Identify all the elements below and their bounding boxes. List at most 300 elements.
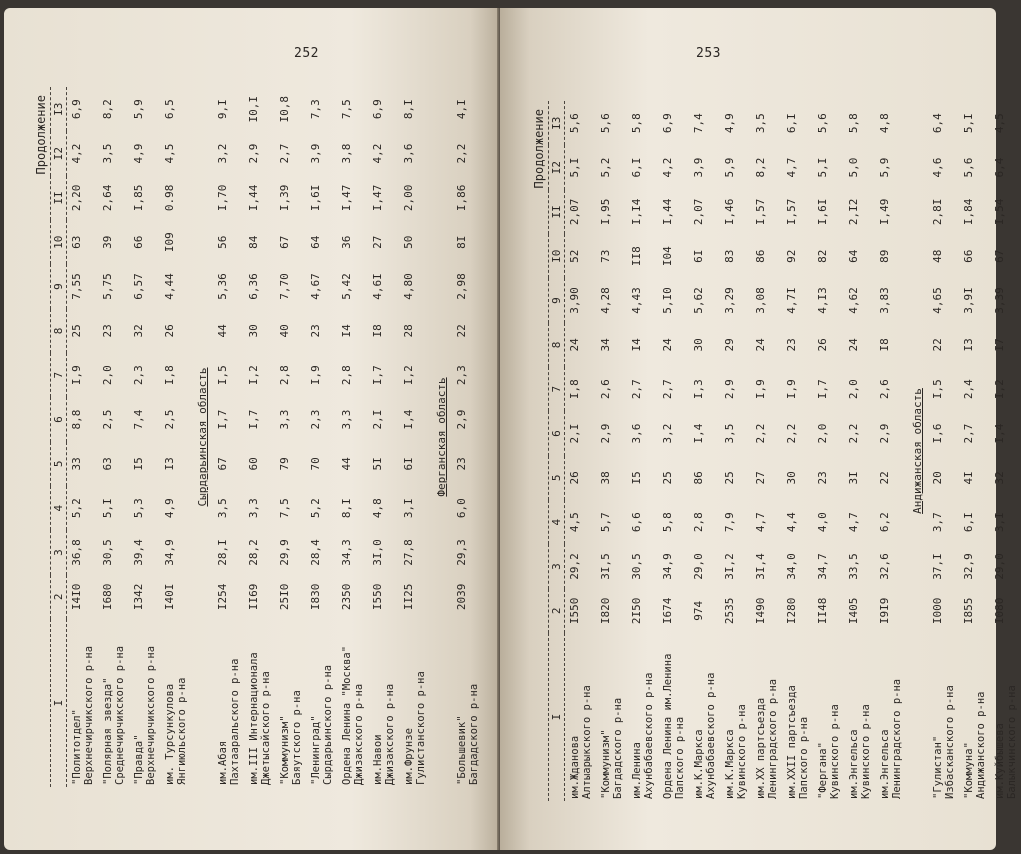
column-header: II: [51, 176, 67, 220]
value-cell: I,5: [931, 379, 944, 400]
value-cell: I,9: [754, 379, 767, 400]
row-name-line: им.Куйбышева: [994, 723, 1006, 799]
value-cell: 3I,0: [371, 539, 384, 566]
value-cell: 5,6: [962, 157, 975, 178]
value-cell: 2,8: [278, 365, 291, 386]
value-cell: 3,6: [630, 423, 643, 444]
value-cell: 6I: [402, 457, 415, 471]
row-name-line: им. Турсункулова: [164, 683, 176, 785]
value-cell: 66: [132, 235, 145, 249]
row-name-line: им.Жданова: [569, 735, 581, 799]
section-cell: [191, 87, 213, 787]
value-cell: 2,7: [630, 379, 643, 400]
value-cell: 3,5: [754, 113, 767, 134]
column-header: 6: [51, 397, 67, 441]
value-cell: 4,28: [599, 287, 612, 314]
value-cell: 52: [568, 249, 581, 263]
row-name-line: "Коммуна": [963, 742, 975, 799]
value-cell: 27: [754, 471, 767, 485]
value-cell: 2,07: [568, 198, 581, 226]
value-cell: 22: [455, 324, 468, 338]
value-cell: 29,9: [278, 539, 291, 566]
column-header: I0: [549, 234, 565, 278]
value-cell: I,7: [247, 409, 260, 430]
table-row: [720, 101, 751, 801]
value-cell: 6,6: [630, 512, 643, 533]
right-table-body: [565, 101, 1021, 801]
value-cell: 73: [599, 249, 612, 263]
value-cell: 7,5: [278, 498, 291, 519]
value-cell: 3,5: [101, 143, 114, 164]
column-header: 10: [51, 220, 67, 264]
value-cell: 2,4: [962, 379, 975, 400]
value-cell: 3I: [847, 471, 860, 485]
column-header: I3: [51, 87, 67, 131]
row-name-line: Ахунбабаевского р-на: [643, 672, 655, 799]
value-cell: 2,6: [878, 379, 891, 400]
section-row: [191, 87, 213, 787]
row-name-cell: [782, 633, 813, 801]
value-cell: 2,2: [847, 423, 860, 444]
value-cell: 4,2: [70, 143, 83, 164]
value-cell: I,86: [455, 184, 468, 212]
column-header: II: [549, 190, 565, 234]
value-cell: 30: [692, 338, 705, 352]
value-cell: 6,5: [163, 99, 176, 120]
table-row: [67, 87, 99, 787]
value-cell: 5,9: [723, 157, 736, 178]
value-cell: I4I0: [70, 583, 83, 611]
column-header: I3: [549, 101, 565, 145]
value-cell: I674: [661, 597, 674, 625]
row-name-cell: [306, 619, 337, 787]
value-cell: 8,2: [101, 99, 114, 120]
value-cell: 39: [101, 235, 114, 249]
value-cell: 6,36: [247, 273, 260, 300]
row-name-line: Папского р-на: [798, 716, 810, 799]
column-header: 7: [549, 367, 565, 411]
value-cell: 3,5: [216, 498, 229, 519]
row-name-line: им.III Интернационала: [248, 652, 260, 785]
table-row: [990, 101, 1021, 801]
table-row: [627, 101, 658, 801]
value-cell: 2039: [455, 583, 468, 611]
row-name-cell: [368, 619, 399, 787]
value-cell: I280: [785, 597, 798, 625]
value-cell: I3: [962, 338, 975, 352]
value-cell: 48: [931, 249, 944, 263]
value-cell: 3I,2: [723, 553, 736, 580]
row-name-line: Багдадского р-на: [468, 683, 480, 785]
value-cell: 2,6: [599, 379, 612, 400]
value-cell: I40I: [163, 583, 176, 611]
value-cell: 44: [340, 457, 353, 471]
value-cell: 66: [962, 249, 975, 263]
value-cell: 5,36: [216, 273, 229, 300]
value-cell: 5,I0: [661, 287, 674, 314]
left-table-header: [51, 87, 67, 787]
value-cell: I0,I: [247, 95, 260, 123]
table-row: [306, 87, 337, 787]
value-cell: 34,9: [661, 553, 674, 580]
row-name-cell: [213, 619, 244, 787]
row-name-line: "Ленинград": [310, 715, 322, 785]
column-header: 4: [51, 486, 67, 530]
value-cell: I,49: [878, 198, 891, 226]
value-cell: 4,8: [371, 498, 384, 519]
table-row: [275, 87, 306, 787]
value-cell: I,2: [247, 365, 260, 386]
value-cell: 3,3: [340, 409, 353, 430]
value-cell: 6I: [692, 249, 705, 263]
value-cell: 2,8I: [931, 198, 944, 226]
column-header: I: [549, 633, 565, 801]
value-cell: 2,I2: [847, 198, 860, 226]
value-cell: 4,2: [371, 143, 384, 164]
value-cell: I342: [132, 583, 145, 611]
row-name-cell: [658, 633, 689, 801]
value-cell: 8I: [455, 235, 468, 249]
column-header: 2: [549, 589, 565, 633]
column-header: I2: [549, 145, 565, 189]
table-row: [452, 87, 483, 787]
column-header: 5: [549, 456, 565, 500]
value-cell: 2,20: [70, 184, 83, 212]
value-cell: I550: [568, 597, 581, 625]
value-cell: 2,8: [340, 365, 353, 386]
value-cell: 8,2: [754, 157, 767, 178]
value-cell: II8: [630, 246, 643, 267]
row-name-line: Гулистанского р-на: [415, 671, 427, 785]
value-cell: 24: [661, 338, 674, 352]
value-cell: 8,8: [70, 409, 83, 430]
row-name-line: им.К.Маркса: [693, 729, 705, 799]
value-cell: I820: [599, 597, 612, 625]
value-cell: 3,5: [723, 423, 736, 444]
value-cell: I,7: [371, 365, 384, 386]
value-cell: 5,3: [132, 498, 145, 519]
value-cell: 5,2: [599, 157, 612, 178]
value-cell: 4,7: [754, 512, 767, 533]
column-header: 3: [51, 530, 67, 574]
value-cell: 2,3: [309, 409, 322, 430]
value-cell: 5,9: [132, 99, 145, 120]
value-cell: 5,42: [340, 273, 353, 300]
value-cell: I09: [163, 232, 176, 253]
value-cell: 4,8: [878, 113, 891, 134]
value-cell: 30,5: [630, 553, 643, 580]
value-cell: 27,8: [402, 539, 415, 566]
value-cell: 8,I: [340, 498, 353, 519]
row-name-cell: [627, 633, 658, 801]
value-cell: I,54: [993, 198, 1006, 226]
value-cell: 5,6: [599, 113, 612, 134]
value-cell: I,7: [216, 409, 229, 430]
column-header: 5: [51, 442, 67, 486]
value-cell: 3I,5: [599, 553, 612, 580]
value-cell: 3,9: [692, 157, 705, 178]
value-cell: I,47: [340, 184, 353, 212]
row-name-line: Джизакского р-на: [353, 683, 365, 785]
left-table-rotated: [34, 87, 480, 787]
value-cell: I,2: [402, 365, 415, 386]
value-cell: I04: [661, 246, 674, 267]
row-name-line: Пахтааральского р-на: [229, 658, 241, 785]
row-name-line: Кувинского р-на: [736, 704, 748, 799]
value-cell: 24: [568, 338, 581, 352]
row-name-cell: [689, 633, 720, 801]
value-cell: 2,00: [402, 184, 415, 212]
value-cell: 6,4: [931, 113, 944, 134]
page-number-right: 253: [696, 46, 721, 61]
value-cell: I,3: [692, 379, 705, 400]
value-cell: 7,5: [340, 99, 353, 120]
value-cell: 5,8: [661, 512, 674, 533]
value-cell: I,4: [692, 423, 705, 444]
value-cell: 20: [931, 471, 944, 485]
value-cell: 2,2: [754, 423, 767, 444]
value-cell: II25: [402, 583, 415, 611]
table-row: [844, 101, 875, 801]
row-name-line: Джетысайского р-на: [260, 671, 272, 785]
value-cell: 5,8: [630, 113, 643, 134]
row-name-cell: [813, 633, 844, 801]
value-cell: 5,2: [309, 498, 322, 519]
table-row: [244, 87, 275, 787]
value-cell: 3,83: [878, 287, 891, 314]
row-name-line: Ордена Ленина им.Ленина: [662, 653, 674, 799]
value-cell: 4,9: [132, 143, 145, 164]
value-cell: 39,4: [132, 539, 145, 566]
table-row: [368, 87, 399, 787]
value-cell: 6,4: [993, 157, 1006, 178]
value-cell: 29,0: [993, 553, 1006, 580]
row-name-line: им.XXII партсъезда: [786, 685, 798, 799]
value-cell: 7,4: [692, 113, 705, 134]
value-cell: 7,4: [132, 409, 145, 430]
row-name-cell: [67, 619, 99, 787]
value-cell: I5: [132, 457, 145, 471]
value-cell: 6,I: [785, 113, 798, 134]
page-number-left: 252: [294, 46, 319, 61]
value-cell: 44: [216, 324, 229, 338]
value-cell: 3,90: [568, 287, 581, 314]
value-cell: 2,64: [101, 184, 114, 212]
column-header: 7: [51, 353, 67, 397]
value-cell: 3,39: [993, 287, 1006, 314]
table-row: [875, 101, 906, 801]
value-cell: 37,I: [931, 553, 944, 580]
value-cell: 4,5: [163, 143, 176, 164]
row-name-cell: [596, 633, 627, 801]
value-cell: 25: [723, 471, 736, 485]
table-row: [98, 87, 129, 787]
column-header: 9: [51, 264, 67, 308]
left-table: [50, 87, 483, 787]
value-cell: 23: [816, 471, 829, 485]
value-cell: 28,2: [247, 539, 260, 566]
row-name-line: Ахунбабаевского р-на: [705, 672, 717, 799]
table-row: [596, 101, 627, 801]
value-cell: 4,62: [847, 287, 860, 314]
value-cell: 60: [247, 457, 260, 471]
value-cell: 5,62: [692, 287, 705, 314]
value-cell: II69: [247, 583, 260, 611]
value-cell: 25I0: [278, 583, 291, 611]
table-row: [751, 101, 782, 801]
value-cell: 2I50: [630, 597, 643, 625]
value-cell: 4I: [962, 471, 975, 485]
value-cell: I,8: [568, 379, 581, 400]
value-cell: 84: [247, 235, 260, 249]
value-cell: I,7: [816, 379, 829, 400]
value-cell: I254: [216, 583, 229, 611]
value-cell: 32: [132, 324, 145, 338]
value-cell: 2,9: [247, 143, 260, 164]
row-name-line: им.К.Маркса: [724, 729, 736, 799]
row-name-cell: [98, 619, 129, 787]
value-cell: 2,3: [455, 365, 468, 386]
value-cell: 56: [216, 235, 229, 249]
value-cell: 2,7: [661, 379, 674, 400]
value-cell: 70: [309, 457, 322, 471]
value-cell: I490: [754, 597, 767, 625]
value-cell: I,6: [931, 423, 944, 444]
value-cell: I,44: [247, 184, 260, 212]
row-name-line: им.Энгельса: [879, 729, 891, 799]
value-cell: 36,8: [70, 539, 83, 566]
value-cell: 40: [278, 324, 291, 338]
value-cell: 33,5: [847, 553, 860, 580]
row-name-line: Балыкчинского р-на: [1006, 685, 1018, 799]
value-cell: 63: [70, 235, 83, 249]
value-cell: 5,7: [599, 512, 612, 533]
value-cell: 6,0: [455, 498, 468, 519]
value-cell: 64: [847, 249, 860, 263]
row-name-line: им.Фрунзе: [403, 728, 415, 785]
row-name-line: Багдадского р-на: [612, 697, 624, 799]
row-name-line: Папского р-на: [674, 716, 686, 799]
value-cell: 5,I: [816, 157, 829, 178]
value-cell: 2,3: [132, 365, 145, 386]
row-name-cell: [399, 619, 430, 787]
table-row: [782, 101, 813, 801]
row-name-line: Баяутского р-на: [291, 690, 303, 785]
value-cell: 6,57: [132, 273, 145, 300]
value-cell: 25: [70, 324, 83, 338]
value-cell: 2,98: [455, 273, 468, 300]
section-row: [430, 87, 452, 787]
value-cell: 2,2: [785, 423, 798, 444]
value-cell: 7,9: [723, 512, 736, 533]
value-cell: 3,7: [931, 512, 944, 533]
value-cell: 7,70: [278, 273, 291, 300]
value-cell: 67: [278, 235, 291, 249]
column-header: 9: [549, 278, 565, 322]
value-cell: 3,9: [309, 143, 322, 164]
value-cell: 34,3: [340, 539, 353, 566]
row-name-cell: [244, 619, 275, 787]
value-cell: I,9: [785, 379, 798, 400]
column-header: 3: [549, 544, 565, 588]
section-title: Андижанская область: [911, 388, 924, 514]
value-cell: I,8: [163, 365, 176, 386]
value-cell: 86: [692, 471, 705, 485]
right-table: [548, 101, 1021, 801]
value-cell: 3,29: [723, 287, 736, 314]
value-cell: I405: [847, 597, 860, 625]
value-cell: 4,5: [993, 113, 1006, 134]
value-cell: 6,2: [878, 512, 891, 533]
row-name-line: Кувинского р-на: [860, 704, 872, 799]
row-name-line: им.Навои: [372, 734, 384, 785]
section-title: Сырдарьинская область: [196, 367, 209, 507]
value-cell: 4,80: [402, 273, 415, 300]
row-name-line: им.Абая: [217, 740, 229, 785]
value-cell: 32: [993, 471, 1006, 485]
row-name-line: Среднечирчикского р-на: [114, 645, 126, 785]
value-cell: 2,9: [599, 423, 612, 444]
value-cell: 24: [754, 338, 767, 352]
row-name-line: Верхнечирчикского р-на: [83, 645, 95, 785]
value-cell: 8,I: [402, 99, 415, 120]
value-cell: 2,0: [847, 379, 860, 400]
row-name-line: Янгиюльского р-на: [176, 677, 188, 785]
column-header: 6: [549, 411, 565, 455]
value-cell: 22: [878, 471, 891, 485]
value-cell: 3,8: [340, 143, 353, 164]
value-cell: 26: [816, 338, 829, 352]
value-cell: 34,9: [163, 539, 176, 566]
row-name-cell: [452, 619, 483, 787]
row-name-line: им.Ленина: [631, 742, 643, 799]
continuation-label-right: Продолжение: [532, 109, 546, 189]
value-cell: 5,8: [847, 113, 860, 134]
value-cell: I8: [371, 324, 384, 338]
value-cell: 3I,4: [754, 553, 767, 580]
row-name-line: Ленинградского р-на: [767, 678, 779, 799]
value-cell: 34,7: [816, 553, 829, 580]
value-cell: 5,0: [847, 157, 860, 178]
row-name-line: Алтыарыкского р-на: [581, 685, 593, 799]
value-cell: I,9: [70, 365, 83, 386]
value-cell: 23: [785, 338, 798, 352]
value-cell: II48: [816, 597, 829, 625]
value-cell: 32,9: [962, 553, 975, 580]
row-name-line: Ленинградского р-на: [891, 678, 903, 799]
value-cell: 5,9: [878, 157, 891, 178]
value-cell: I,57: [785, 198, 798, 226]
row-name-line: Андижанского р-на: [975, 691, 987, 799]
value-cell: 9,I: [216, 99, 229, 120]
row-name-cell: [129, 619, 160, 787]
value-cell: 24: [847, 338, 860, 352]
value-cell: 5,2: [70, 498, 83, 519]
table-row: [129, 87, 160, 787]
row-name-line: "Полярная звезда": [102, 677, 114, 785]
value-cell: 2,07: [692, 198, 705, 226]
row-name-line: "Коммунизм": [279, 715, 291, 785]
row-name-line: "Большевик": [456, 715, 468, 785]
value-cell: I,5: [216, 365, 229, 386]
value-cell: I5: [630, 471, 643, 485]
right-table-rotated: [532, 101, 1018, 801]
column-header: I2: [51, 131, 67, 175]
row-name-cell: [990, 633, 1021, 801]
column-header: 8: [51, 309, 67, 353]
value-cell: 23: [101, 324, 114, 338]
value-cell: 3,I: [402, 498, 415, 519]
